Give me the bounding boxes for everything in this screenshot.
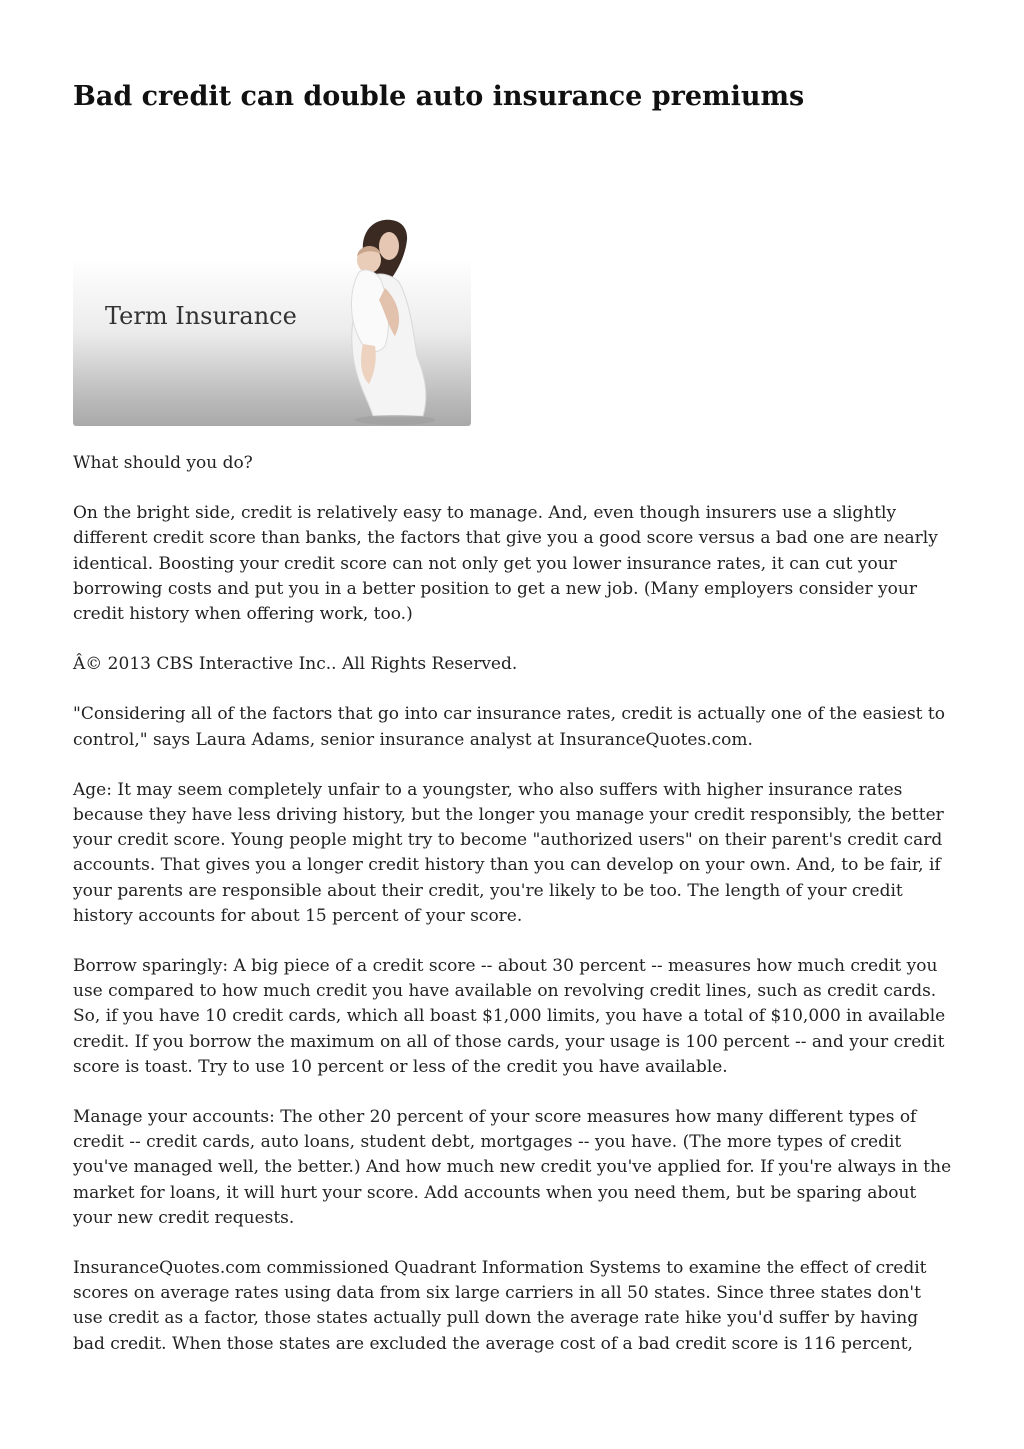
paragraph: Manage your accounts: The other 20 percent of your score measures how many different types of credit -- credit cards, auto loans, student debt, mortgages -- you have. (The more types of credit you've managed well, the better.) And how much new credit you've applied for. If you're always in the market for loans, it will hurt your score. Add accounts when you need them, but be sparing about your new credit requests.: [73, 1107, 952, 1228]
document-title: Bad credit can double auto insurance premiums: [73, 81, 805, 112]
copyright-line: Â© 2013 CBS Interactive Inc.. All Rights Reserved.: [73, 654, 518, 675]
paragraph: On the bright side, credit is relatively easy to manage. And, even though insurers use a slightly different credit score than banks, the factors that give you a good score versus a bad one are nearly identical. Boosting your credit score can not only get you lower insurance rates, it can cut your borrowing costs and put you in a better position to get a new job. (Many employers consider your credit history when offering work, too.): [73, 503, 938, 625]
term-insurance-label: Term Insurance: [105, 302, 297, 330]
paragraph: InsuranceQuotes.com commissioned Quadrant Information Systems to examine the effect of credit scores on average rates using data from six large carriers in all 50 states. Since three states don't use credit as a factor, those states actually pull down the average rate hike you'd suffer by having bad credit. When those states are excluded the average cost of a bad credit score is 116 percent,: [73, 1258, 927, 1354]
paragraph: Age: It may seem completely unfair to a youngster, who also suffers with higher insurance rates because they have less driving history, but the longer you manage your credit responsibly, the better your credit score. Young people might try to become "authorized users" on their parent's credit card accounts. That gives you a longer credit history than you can develop on your own. And, to be fair, if your parents are responsible about their credit, you're likely to be too. The length of your credit history accounts for about 15 percent of your score.: [73, 779, 944, 926]
paragraph: What should you do?: [73, 453, 253, 473]
paragraph: "Considering all of the factors that go into car insurance rates, credit is actually one of the easiest to control," says Laura Adams, senior insurance analyst at InsuranceQuotes.com.: [73, 704, 945, 750]
article-body: [73, 451, 953, 1382]
paragraph: Borrow sparingly: A big piece of a credit score -- about 30 percent -- measures how much credit you use compared to how much credit you have available on revolving credit lines, such as credit cards. So, if you have 10 credit cards, which all boast $1,000 limits, you have a total of $10,000 in available credit. If you borrow the maximum on all of those cards, your usage is 100 percent -- and your credit score is toast. Try to use 10 percent or less of the credit you have available.: [73, 956, 946, 1077]
term-insurance-image: [73, 216, 471, 426]
